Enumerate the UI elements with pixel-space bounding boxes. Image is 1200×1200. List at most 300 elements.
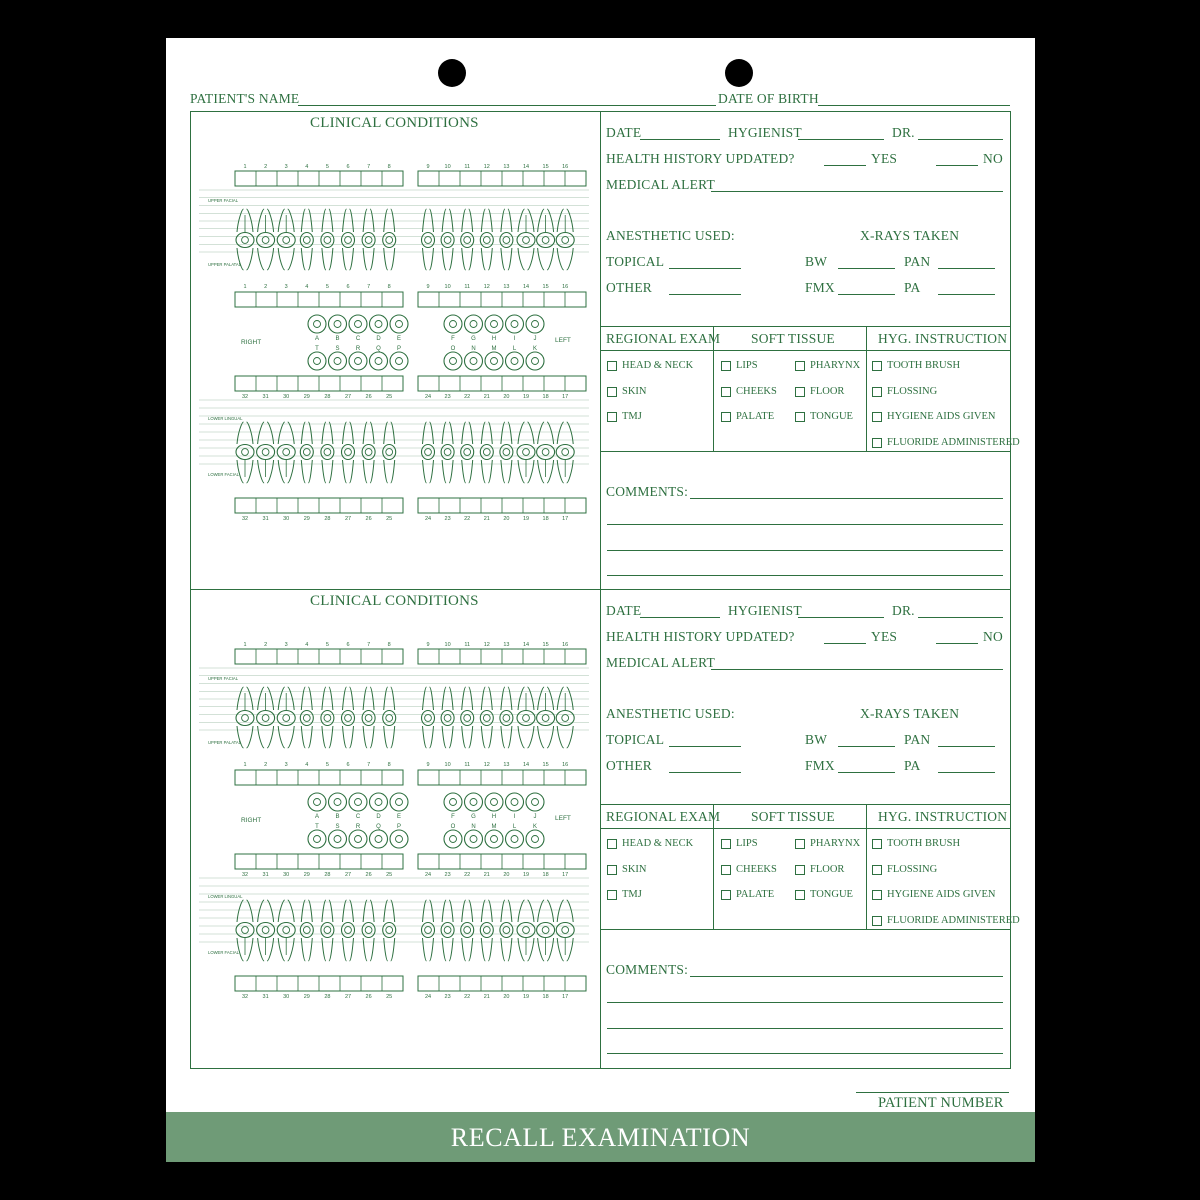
tooth-number: 1 — [243, 284, 247, 290]
tooth[interactable] — [441, 900, 454, 961]
tooth-number: 6 — [346, 164, 350, 170]
tooth-number: 7 — [367, 642, 371, 648]
tooth[interactable] — [441, 209, 454, 270]
regional-item-label: TMJ — [622, 411, 642, 422]
regional-item-label: TMJ — [622, 889, 642, 900]
primary-upper-letter: C — [355, 336, 361, 342]
exam-grid-top — [600, 804, 1011, 805]
tooth-number: 2 — [264, 164, 268, 170]
tooth-number: 12 — [483, 284, 490, 290]
primary-tooth[interactable] — [370, 315, 388, 333]
tooth-number: 13 — [503, 164, 510, 170]
tooth[interactable] — [500, 900, 513, 961]
primary-upper-letter: G — [471, 336, 476, 342]
bw-field[interactable] — [838, 268, 895, 269]
recall-exam-form — [166, 38, 1035, 1162]
comments-field[interactable] — [607, 1028, 1003, 1029]
tooth-number: 21 — [483, 994, 490, 1000]
tooth[interactable] — [556, 209, 574, 270]
primary-upper-letter: J — [533, 336, 537, 342]
primary-tooth[interactable] — [329, 793, 347, 811]
health-history-no-field[interactable] — [936, 165, 978, 166]
tooth[interactable] — [277, 687, 295, 748]
tooth-number: 7 — [367, 284, 371, 290]
soft-tissue-item-checkbox[interactable] — [795, 387, 805, 397]
soft-tissue-item-checkbox[interactable] — [721, 865, 731, 875]
tooth[interactable] — [480, 687, 493, 748]
primary-tooth[interactable] — [506, 793, 524, 811]
tooth[interactable] — [556, 900, 574, 961]
primary-upper-letter: H — [491, 814, 497, 820]
pa-field[interactable] — [938, 294, 995, 295]
tooth-number: 29 — [303, 872, 310, 878]
topical-field[interactable] — [669, 268, 741, 269]
tooth-number: 25 — [386, 994, 393, 1000]
medical-alert-field[interactable] — [711, 669, 1003, 670]
tooth[interactable] — [342, 209, 355, 270]
comments-field[interactable] — [690, 498, 1003, 499]
primary-tooth[interactable] — [444, 830, 462, 848]
soft-tissue-item-label: LIPS — [736, 838, 758, 849]
primary-tooth[interactable] — [390, 830, 408, 848]
pan-field[interactable] — [938, 746, 995, 747]
hyg-instruction-item-checkbox[interactable] — [872, 916, 882, 926]
pan-label: PAN — [904, 254, 931, 269]
tooth[interactable] — [500, 687, 513, 748]
patient-number-label: PATIENT NUMBER — [878, 1095, 1004, 1111]
tooth-number: 5 — [325, 642, 329, 648]
date-label: DATE — [606, 125, 642, 140]
pa-field[interactable] — [938, 772, 995, 773]
tooth-number: 20 — [503, 394, 510, 400]
tooth[interactable] — [321, 687, 334, 748]
hyg-instruction-item-label: FLOSSING — [887, 386, 938, 397]
hyg-instruction-item-checkbox[interactable] — [872, 865, 882, 875]
tooth-number: 1 — [243, 164, 247, 170]
tooth[interactable] — [257, 422, 275, 483]
tooth[interactable] — [277, 209, 295, 270]
hyg-instruction-item-checkbox[interactable] — [872, 438, 882, 448]
primary-lower-letter: K — [532, 824, 538, 830]
exam-grid-bottom — [600, 929, 1011, 930]
primary-lower-letter: O — [450, 346, 456, 352]
primary-tooth[interactable] — [506, 315, 524, 333]
tooth-number: 21 — [483, 394, 490, 400]
patient-number-field[interactable] — [856, 1092, 1009, 1093]
topical-field[interactable] — [669, 746, 741, 747]
tooth[interactable] — [300, 687, 313, 748]
comments-label: COMMENTS: — [606, 484, 689, 499]
tooth-number: 30 — [283, 994, 290, 1000]
hyg-instruction-label: HYG. INSTRUCTION — [878, 809, 1008, 824]
primary-lower-letter: T — [315, 824, 319, 830]
fmx-field[interactable] — [838, 772, 895, 773]
tooth[interactable] — [257, 209, 275, 270]
primary-upper-letter: I — [513, 336, 516, 342]
lower-lingual-label: LOWER LINGUAL — [208, 894, 243, 899]
tooth[interactable] — [537, 900, 555, 961]
patient-name-field[interactable] — [298, 105, 716, 106]
soft-tissue-item-checkbox[interactable] — [795, 361, 805, 371]
primary-tooth[interactable] — [444, 352, 462, 370]
primary-tooth[interactable] — [444, 793, 462, 811]
soft-tissue-item-checkbox[interactable] — [795, 865, 805, 875]
tooth[interactable] — [537, 422, 555, 483]
tooth-number: 23 — [444, 516, 451, 522]
primary-tooth[interactable] — [308, 315, 326, 333]
tooth[interactable] — [342, 900, 355, 961]
primary-tooth[interactable] — [526, 315, 544, 333]
tooth-number: 26 — [365, 994, 372, 1000]
primary-upper-letter: I — [513, 814, 516, 820]
tooth[interactable] — [461, 900, 474, 961]
tooth[interactable] — [257, 900, 275, 961]
primary-tooth[interactable] — [465, 352, 483, 370]
dr-field[interactable] — [918, 139, 1003, 140]
hyg-instruction-item-label: FLUORIDE ADMINISTERED — [887, 437, 1020, 448]
primary-tooth[interactable] — [329, 352, 347, 370]
tooth-number: 21 — [483, 872, 490, 878]
tooth[interactable] — [461, 209, 474, 270]
tooth-number: 10 — [444, 642, 451, 648]
comments-field[interactable] — [607, 1002, 1003, 1003]
tooth-number: 7 — [367, 762, 371, 768]
tooth-number: 31 — [262, 994, 269, 1000]
primary-tooth[interactable] — [349, 352, 367, 370]
bw-field[interactable] — [838, 746, 895, 747]
hyg-instruction-item-label: TOOTH BRUSH — [887, 838, 961, 849]
tooth-number: 32 — [241, 394, 249, 400]
clinical-conditions-title: CLINICAL CONDITIONS — [310, 593, 479, 609]
column-divider — [600, 590, 601, 1068]
tooth-number: 16 — [562, 762, 569, 768]
yes-label: YES — [871, 151, 898, 166]
tooth-number: 8 — [387, 284, 391, 290]
tooth[interactable] — [480, 422, 493, 483]
tooth-number: 29 — [303, 394, 310, 400]
upper-facial-label: UPPER FACIAL — [208, 198, 239, 203]
primary-upper-letter: F — [451, 336, 455, 342]
soft-tissue-item-label: FLOOR — [810, 386, 845, 397]
primary-lower-letter: Q — [376, 824, 381, 830]
hygienist-field[interactable] — [798, 617, 884, 618]
tooth[interactable] — [500, 422, 513, 483]
primary-upper-letter: D — [376, 336, 381, 342]
exam-section — [166, 112, 1035, 590]
tooth[interactable] — [362, 687, 375, 748]
regional-item-checkbox[interactable] — [607, 865, 617, 875]
regional-item-checkbox[interactable] — [607, 387, 617, 397]
hyg-instruction-label: HYG. INSTRUCTION — [878, 331, 1008, 346]
tooth[interactable] — [236, 687, 254, 748]
tooth-number: 13 — [503, 642, 510, 648]
tooth[interactable] — [422, 422, 435, 483]
primary-upper-letter: B — [335, 814, 340, 820]
primary-tooth[interactable] — [485, 830, 503, 848]
tooth-number: 10 — [444, 164, 451, 170]
tooth[interactable] — [517, 422, 535, 483]
primary-lower-letter: O — [450, 824, 456, 830]
primary-tooth[interactable] — [444, 315, 462, 333]
primary-tooth[interactable] — [390, 352, 408, 370]
tooth[interactable] — [383, 422, 396, 483]
tooth-number: 24 — [424, 994, 432, 1000]
hyg-instruction-item-label: FLOSSING — [887, 864, 938, 875]
tooth-number: 10 — [444, 762, 451, 768]
comments-field[interactable] — [607, 1053, 1003, 1054]
regional-item-checkbox[interactable] — [607, 890, 617, 900]
primary-tooth[interactable] — [390, 315, 408, 333]
regional-item-checkbox[interactable] — [607, 839, 617, 849]
tooth[interactable] — [517, 687, 535, 748]
primary-lower-letter: S — [335, 346, 340, 352]
tooth[interactable] — [383, 209, 396, 270]
soft-tissue-item-label: CHEEKS — [736, 386, 777, 397]
tooth-number: 22 — [464, 994, 471, 1000]
tooth-number: 32 — [241, 872, 249, 878]
tooth-number: 16 — [562, 164, 569, 170]
primary-tooth[interactable] — [329, 315, 347, 333]
tooth[interactable] — [480, 209, 493, 270]
tooth[interactable] — [300, 900, 313, 961]
tooth[interactable] — [300, 422, 313, 483]
tooth-number: 18 — [542, 872, 549, 878]
comments-field[interactable] — [607, 524, 1003, 525]
soft-tissue-item-checkbox[interactable] — [795, 412, 805, 422]
tooth[interactable] — [383, 900, 396, 961]
primary-tooth[interactable] — [526, 793, 544, 811]
tooth[interactable] — [321, 209, 334, 270]
tooth[interactable] — [517, 900, 535, 961]
hyg-instruction-item-checkbox[interactable] — [872, 839, 882, 849]
xrays-label: X-RAYS TAKEN — [860, 228, 960, 243]
dr-field[interactable] — [918, 617, 1003, 618]
tooth[interactable] — [236, 209, 254, 270]
soft-tissue-item-checkbox[interactable] — [721, 412, 731, 422]
primary-tooth[interactable] — [526, 352, 544, 370]
soft-tissue-item-label: PALATE — [736, 889, 775, 900]
hyg-instruction-item-label: FLUORIDE ADMINISTERED — [887, 915, 1020, 926]
tooth-number: 3 — [284, 642, 288, 648]
topical-label: TOPICAL — [606, 254, 665, 269]
hyg-instruction-item-label: HYGIENE AIDS GIVEN — [887, 889, 996, 900]
primary-tooth[interactable] — [506, 352, 524, 370]
primary-tooth[interactable] — [308, 793, 326, 811]
tooth-number: 6 — [346, 284, 350, 290]
comments-field[interactable] — [607, 550, 1003, 551]
tooth[interactable] — [441, 422, 454, 483]
primary-upper-letter: A — [314, 814, 320, 820]
soft-tissue-item-checkbox[interactable] — [795, 839, 805, 849]
tooth[interactable] — [383, 687, 396, 748]
hyg-instruction-item-checkbox[interactable] — [872, 890, 882, 900]
tooth[interactable] — [277, 422, 295, 483]
exam-grid-top — [600, 326, 1011, 327]
lower-lingual-label: LOWER LINGUAL — [208, 416, 243, 421]
primary-tooth[interactable] — [349, 315, 367, 333]
primary-tooth[interactable] — [506, 830, 524, 848]
primary-tooth[interactable] — [485, 352, 503, 370]
footer-band — [166, 1112, 1035, 1162]
soft-tissue-item-checkbox[interactable] — [721, 839, 731, 849]
tooth[interactable] — [321, 422, 334, 483]
tooth[interactable] — [342, 422, 355, 483]
punch-hole — [438, 59, 466, 87]
tooth-number: 14 — [522, 164, 530, 170]
regional-item-checkbox[interactable] — [607, 412, 617, 422]
primary-tooth[interactable] — [465, 830, 483, 848]
soft-tissue-item-checkbox[interactable] — [795, 890, 805, 900]
tooth[interactable] — [537, 209, 555, 270]
right-label: RIGHT — [241, 339, 262, 346]
hyg-instruction-item-label: TOOTH BRUSH — [887, 360, 961, 371]
primary-tooth[interactable] — [370, 352, 388, 370]
tooth-number: 28 — [324, 516, 331, 522]
tooth[interactable] — [422, 209, 435, 270]
tooth-number: 8 — [387, 762, 391, 768]
tooth[interactable] — [422, 900, 435, 961]
tooth-number: 3 — [284, 762, 288, 768]
primary-tooth[interactable] — [485, 793, 503, 811]
tooth[interactable] — [461, 422, 474, 483]
tooth-number: 17 — [562, 872, 569, 878]
tooth-number: 25 — [386, 516, 393, 522]
tooth[interactable] — [556, 687, 574, 748]
health-history-yes-field[interactable] — [824, 643, 866, 644]
primary-tooth[interactable] — [370, 793, 388, 811]
tooth-number: 17 — [562, 394, 569, 400]
tooth[interactable] — [362, 900, 375, 961]
tooth[interactable] — [321, 900, 334, 961]
primary-upper-letter: D — [376, 814, 381, 820]
primary-tooth[interactable] — [465, 793, 483, 811]
medical-alert-label: MEDICAL ALERT — [606, 655, 715, 670]
tooth-number: 31 — [262, 872, 269, 878]
tooth-number: 11 — [464, 762, 471, 768]
lower-facial-label: LOWER FACIAL — [208, 950, 239, 955]
other-field[interactable] — [669, 294, 741, 295]
health-history-yes-field[interactable] — [824, 165, 866, 166]
pa-label: PA — [904, 758, 921, 773]
tooth[interactable] — [461, 687, 474, 748]
exam-grid-divider — [866, 326, 867, 451]
tooth-number: 22 — [464, 516, 471, 522]
tooth-number: 20 — [503, 872, 510, 878]
pa-label: PA — [904, 280, 921, 295]
tooth[interactable] — [556, 422, 574, 483]
tooth[interactable] — [362, 422, 375, 483]
other-field[interactable] — [669, 772, 741, 773]
primary-lower-letter: N — [471, 824, 476, 830]
medical-alert-field[interactable] — [711, 191, 1003, 192]
bw-label: BW — [805, 254, 828, 269]
soft-tissue-item-checkbox[interactable] — [721, 387, 731, 397]
tooth-number: 2 — [264, 762, 268, 768]
tooth-number: 17 — [562, 516, 569, 522]
hyg-instruction-item-checkbox[interactable] — [872, 361, 882, 371]
tooth-number: 2 — [264, 284, 268, 290]
primary-tooth[interactable] — [308, 830, 326, 848]
tooth[interactable] — [277, 900, 295, 961]
tooth-number: 18 — [542, 994, 549, 1000]
primary-tooth[interactable] — [526, 830, 544, 848]
tooth[interactable] — [517, 209, 535, 270]
date-label: DATE — [606, 603, 642, 618]
regional-item-checkbox[interactable] — [607, 361, 617, 371]
tooth-number: 25 — [386, 872, 393, 878]
hyg-instruction-item-checkbox[interactable] — [872, 387, 882, 397]
tooth-number: 1 — [243, 762, 247, 768]
tooth-number: 30 — [283, 872, 290, 878]
exam-grid-bottom — [600, 451, 1011, 452]
tooth-number: 9 — [426, 164, 430, 170]
primary-upper-letter: G — [471, 814, 476, 820]
primary-upper-letter: B — [335, 336, 340, 342]
tooth-number: 14 — [522, 642, 530, 648]
tooth-number: 31 — [262, 516, 269, 522]
primary-lower-letter: M — [491, 824, 497, 830]
tooth[interactable] — [300, 209, 313, 270]
tooth[interactable] — [422, 687, 435, 748]
soft-tissue-item-checkbox[interactable] — [721, 890, 731, 900]
tooth[interactable] — [500, 209, 513, 270]
primary-tooth[interactable] — [329, 830, 347, 848]
tooth[interactable] — [362, 209, 375, 270]
tooth-number: 19 — [522, 516, 530, 522]
date-field[interactable] — [640, 139, 720, 140]
right-label: RIGHT — [241, 817, 262, 824]
hyg-instruction-item-checkbox[interactable] — [872, 412, 882, 422]
date-field[interactable] — [640, 617, 720, 618]
tooth-number: 4 — [305, 164, 309, 170]
soft-tissue-item-checkbox[interactable] — [721, 361, 731, 371]
pan-field[interactable] — [938, 268, 995, 269]
form-title: RECALL EXAMINATION — [450, 1123, 751, 1152]
tooth[interactable] — [480, 900, 493, 961]
tooth-chart-drawing[interactable] — [191, 640, 596, 1040]
hygienist-field[interactable] — [798, 139, 884, 140]
primary-tooth[interactable] — [465, 315, 483, 333]
bw-label: BW — [805, 732, 828, 747]
comments-field[interactable] — [607, 575, 1003, 576]
primary-tooth[interactable] — [370, 830, 388, 848]
anesthetic-label: ANESTHETIC USED: — [606, 706, 735, 721]
tooth-number: 15 — [542, 284, 549, 290]
tooth[interactable] — [342, 687, 355, 748]
tooth-number: 28 — [324, 872, 331, 878]
primary-tooth[interactable] — [485, 315, 503, 333]
primary-tooth[interactable] — [308, 352, 326, 370]
fmx-field[interactable] — [838, 294, 895, 295]
tooth[interactable] — [537, 687, 555, 748]
primary-upper-letter: H — [491, 336, 497, 342]
primary-tooth[interactable] — [390, 793, 408, 811]
tooth-number: 13 — [503, 762, 510, 768]
tooth-chart-drawing[interactable] — [191, 162, 596, 562]
comments-field[interactable] — [690, 976, 1003, 977]
tooth[interactable] — [257, 687, 275, 748]
primary-tooth[interactable] — [349, 793, 367, 811]
tooth-number: 29 — [303, 994, 310, 1000]
hygienist-label: HYGIENIST — [728, 603, 802, 618]
health-history-no-field[interactable] — [936, 643, 978, 644]
tooth[interactable] — [441, 687, 454, 748]
tooth-number: 6 — [346, 762, 350, 768]
tooth-number: 18 — [542, 516, 549, 522]
left-label: LEFT — [555, 815, 571, 822]
primary-tooth[interactable] — [349, 830, 367, 848]
dob-field[interactable] — [818, 105, 1010, 106]
